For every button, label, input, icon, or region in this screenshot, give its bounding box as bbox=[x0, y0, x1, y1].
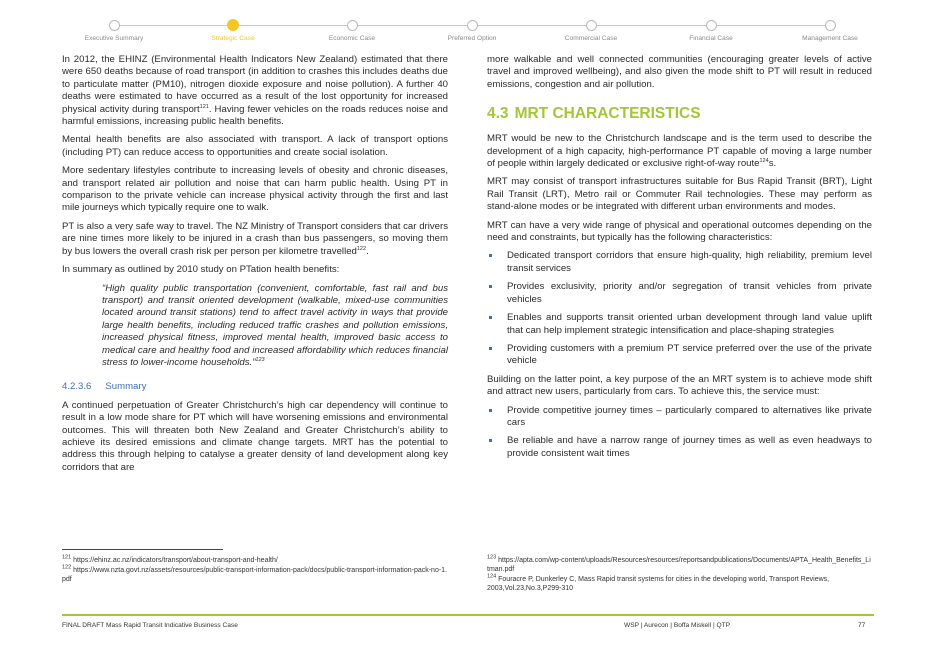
section-progress-nav bbox=[62, 18, 874, 48]
section-number: 4.2.3.6 bbox=[62, 381, 92, 393]
nav-step-preferred-option[interactable] bbox=[412, 18, 532, 42]
nav-step-executive-summary[interactable] bbox=[54, 18, 174, 42]
paragraph-sedentary: More sedentary lifestyles contribute to increasing levels of obesity and chronic diseases, and transport related air pollution and noise that can harm public health. Using PT in comparison to the private vehicle can increase physical activity through the first and last mile journeys which typically require one to walk. bbox=[62, 165, 448, 214]
right-column bbox=[487, 54, 872, 466]
page-number: 77 bbox=[858, 622, 866, 629]
footnote-ref[interactable]: 122 bbox=[356, 245, 367, 252]
square-bullet-icon bbox=[489, 254, 492, 257]
nav-step-commercial-case[interactable] bbox=[531, 18, 651, 42]
nav-step-label: Management Case bbox=[802, 35, 858, 42]
footer-authors: WSP | Aurecon | Boffa Miskell | QTP bbox=[624, 622, 731, 629]
section-heading-mrt-characteristics bbox=[487, 105, 872, 123]
paragraph-safety: PT is also a very safe way to travel. The NZ Ministry of Transport considers that car drivers are nine times more likely to be injured in a crash than bus passengers, so moving them by bus lowers the overall crash risk per person per kilometre travelled$^{122}$. bbox=[62, 220, 448, 257]
footnote-121[interactable]: $^{121}$ https://ehinz.ac.nz/indicators/transport/about-transport-and-health/ bbox=[62, 554, 278, 564]
step-dot-icon bbox=[467, 20, 478, 31]
list-item: Be reliable and have a narrow range of journey times as well as even headways to provide consistent wait times bbox=[487, 435, 872, 460]
nav-step-economic-case[interactable] bbox=[292, 18, 412, 42]
nav-step-management-case[interactable] bbox=[770, 18, 890, 42]
square-bullet-icon bbox=[489, 409, 492, 412]
square-bullet-icon bbox=[489, 439, 492, 442]
footnote-ref[interactable]: 123 bbox=[255, 356, 265, 363]
section-heading-summary bbox=[62, 381, 448, 393]
nav-step-label: Strategic Case bbox=[211, 35, 255, 42]
paragraph-mrt-definition: MRT would be new to the Christchurch landscape and is the term used to describe the development of a high capacity, high-performance PT capable of moving a large number of people within largely dedicated or exclusive right-of-way route$^{124}$s. bbox=[487, 133, 872, 170]
nav-step-financial-case[interactable] bbox=[651, 18, 771, 42]
step-dot-icon bbox=[227, 19, 239, 31]
nav-step-label: Executive Summary bbox=[84, 35, 144, 42]
footnote-ref[interactable]: 121 bbox=[199, 103, 209, 110]
square-bullet-icon bbox=[489, 347, 492, 350]
paragraph-summary-intro: In summary as outlined by 2010 study on PTation health benefits: bbox=[62, 264, 340, 276]
paragraph-road-deaths: In 2012, the EHINZ (Environmental Health Indicators New Zealand) estimated that there were 650 deaths because of road transport (in addition to crashes this includes deaths due to particulate matter (PM10), nitrogen dioxide exposure and noise pollution). A further 40 deaths were estimated to have occurred as a result of the lost opportunity for increased physical activity during transport$^{121}$. Having fewer vehicles on the roads reduces noise and harmful emissions, increasing public health benefits. bbox=[62, 54, 448, 128]
section-number: 4.3 bbox=[487, 105, 509, 123]
square-bullet-icon bbox=[489, 316, 492, 319]
list-item: Providing customers with a premium PT service preferred over the use of the private vehicle bbox=[487, 343, 872, 368]
step-dot-icon bbox=[825, 20, 836, 31]
service-requirements-list bbox=[487, 405, 872, 461]
nav-step-label: Commercial Case bbox=[564, 35, 618, 42]
nav-step-strategic-case[interactable] bbox=[173, 18, 293, 42]
block-quote: “High quality public transportation (convenient, comfortable, fast rail and bus transport) and transit oriented development (walkable, mixed-use communities located around transit stations) tend to affect travel activity in ways that provide large health benefits, including reduced traffic crashes and pollution emissions, increased physical fitness, improved mental health, improved basic access to medical care and healthy food and increased affordability which reduces financial stress to lower-income households.”$^{123}$ bbox=[102, 282, 448, 368]
footnote-divider bbox=[62, 549, 223, 550]
paragraph-continued: more walkable and well connected communities (encouraging greater levels of active travel and improved wellbeing), and also given the mode shift to PT will result in reduced emissions, congestion and air pollution. bbox=[487, 54, 872, 90]
nav-step-label: Economic Case bbox=[328, 35, 376, 42]
list-item: Dedicated transport corridors that ensure high-quality, high reliability, premium level transit services bbox=[487, 250, 872, 275]
footnote-124: $^{124}$ Fouracre P, Dunkerley C, Mass Rapid transit systems for cities in the developing world, Transport Reviews, 2003,Vol.23,No.3,P299-310 bbox=[487, 573, 830, 592]
paragraph-mental-health: Mental health benefits are also associated with transport. A lack of transport options (including PT) can reduce access to opportunities and create social isolation. bbox=[62, 134, 448, 158]
step-dot-icon bbox=[706, 20, 717, 31]
paragraph-summary: A continued perpetuation of Greater Christchurch’s high car dependency will continue to result in a low mode share for PT which will have worsening emissions and environmental outcomes. This will threaten both New Zealand and Greater Christchurch’s ability to achieve its desired emissions and climate change targets. MRT has the potential to address this through helping to catalyse a greater density of land development along key corridors that are bbox=[62, 399, 448, 473]
step-dot-icon bbox=[109, 20, 120, 31]
nav-step-label: Financial Case bbox=[689, 35, 733, 42]
square-bullet-icon bbox=[489, 285, 492, 288]
step-dot-icon bbox=[586, 20, 597, 31]
paragraph-mode-shift: Building on the latter point, a key purpose of the an MRT system is to achieve mode shift and attract new users, particularly from cars. To achieve this, the service must: bbox=[487, 373, 872, 398]
footnotes-right bbox=[487, 556, 872, 594]
section-title: MRT CHARACTERISTICS bbox=[514, 105, 701, 123]
footnote-ref[interactable]: 124 bbox=[759, 157, 769, 164]
footnote-123[interactable]: $^{123}$ https://apta.com/wp-content/uploads/Resources/resources/reportsandpublications/Documents/APTA_Health_Benefits_Litman.pdf bbox=[487, 554, 871, 573]
left-column bbox=[62, 54, 448, 480]
footer-document-title: FINAL DRAFT Mass Rapid Transit Indicative Business Case bbox=[62, 622, 238, 629]
paragraph-mrt-technologies: MRT may consist of transport infrastructures suitable for Bus Rapid Transit (BRT), Light Rail Transit (LRT), Metro rail or Commuter Rail technologies. These may perform as stand-alone modes or be integrated with different urban environments and modes. bbox=[487, 176, 872, 213]
footnote-122[interactable]: $^{122}$ https://www.nzta.govt.nz/assets/resources/public-transport-information-pack/docs/public-transport-information-pack-no-1.pdf bbox=[62, 564, 448, 583]
step-dot-icon bbox=[347, 20, 358, 31]
characteristics-list bbox=[487, 250, 872, 367]
footnotes-left bbox=[62, 556, 448, 585]
footer-rule bbox=[62, 614, 874, 616]
nav-step-label: Preferred Option bbox=[447, 35, 497, 42]
list-item: Enables and supports transit oriented urban development through land value uplift that can help implement strategic intensification and place-shaping strategies bbox=[487, 312, 872, 337]
paragraph-mrt-outcomes: MRT can have a very wide range of physical and operational outcomes depending on the need and constraints, but typically has the following characteristics: bbox=[487, 219, 872, 244]
list-item: Provide competitive journey times – particularly compared to alternatives like private cars bbox=[487, 405, 872, 430]
list-item: Provides exclusivity, priority and/or segregation of transit vehicles from private vehicles bbox=[487, 281, 872, 306]
section-title: Summary bbox=[105, 381, 147, 393]
